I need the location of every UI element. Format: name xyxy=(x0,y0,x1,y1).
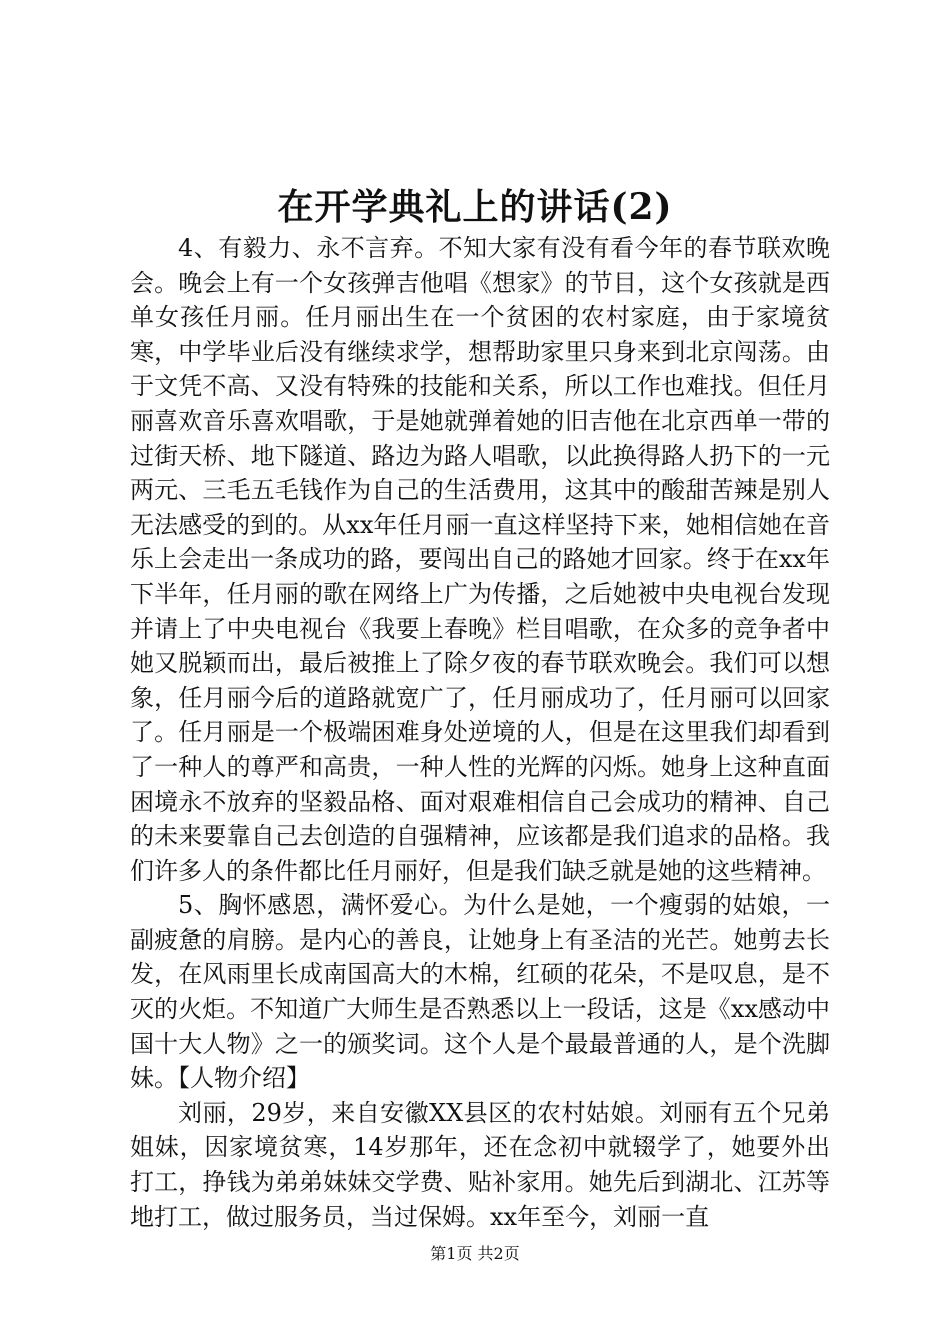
page-number-footer: 第1页 共2页 xyxy=(430,1244,520,1263)
paragraph-perseverance: 4、有毅力、永不言弃。不知大家有没有看今年的春节联欢晚会。晚会上有一个女孩弹吉他唱《想家》的节目，这个女孩就是西单女孩任月丽。任月丽出生在一个贫困的农村家庭，由于家境贫寒，中学毕业后没有继续求学，想帮助家里只身来到北京闯荡。由于文凭不高、又没有特殊的技能和关系，所以工作也难找。但任月丽喜欢音乐喜欢唱歌，于是她就弹着她的旧吉他在北京西单一带的过街天桥、地下隧道、路边为路人唱歌，以此换得路人扔下的一元两元、三毛五毛钱作为自己的生活费用，这其中的酸甜苦辣是别人无法感受的到的。从xx年任月丽一直这样坚持下来，她相信她在音乐上会走出一条成功的路，要闯出自己的路她才回家。终于在xx年下半年，任月丽的歌在网络上广为传播，之后她被中央电视台发现并请上了中央电视台《我要上春晚》栏目唱歌，在众多的竞争者中她又脱颖而出，最后被推上了除夕夜的春节联欢晚会。我们可以想象，任月丽今后的道路就宽广了，任月丽成功了，任月丽可以回家了。任月丽是一个极端困难身处逆境的人，但是在这里我们却看到了一种人的尊严和高贵，一种人性的光辉的闪烁。她身上这种直面困境永不放弃的坚毅品格、面对艰难相信自己会成功的精神、自己的未来要靠自己去创造的自强精神，应该都是我们追求的品格。我们许多人的条件都比任月丽好，但是我们缺乏就是她的这些精神。 xyxy=(130,234,830,885)
document-title: 在开学典礼上的讲话(2) xyxy=(277,186,673,228)
paragraph-gratitude: 5、胸怀感恩，满怀爱心。为什么是她，一个瘦弱的姑娘，一副疲惫的肩膀。是内心的善良，让她身上有圣洁的光芒。她剪去长发，在风雨里长成南国高大的木棉，红硕的花朵，不是叹息，是不灭的火炬。不知道广大师生是否熟悉以上一段话，这是《xx感动中国十大人物》之一的颁奖词。这个人是个最最普通的人，是个洗脚妹。【人物介绍】 xyxy=(130,891,830,1093)
paragraph-liu-li-intro: 刘丽，29岁，来自安徽XX县区的农村姑娘。刘丽有五个兄弟姐妹，因家境贫寒，14岁那年，还在念初中就辍学了，她要外出打工，挣钱为弟弟妹妹交学费、贴补家用。她先后到湖北、江苏等地打工，做过服务员，当过保姆。xx年至今，刘丽一直 xyxy=(130,1098,830,1231)
document-body xyxy=(130,231,830,1234)
